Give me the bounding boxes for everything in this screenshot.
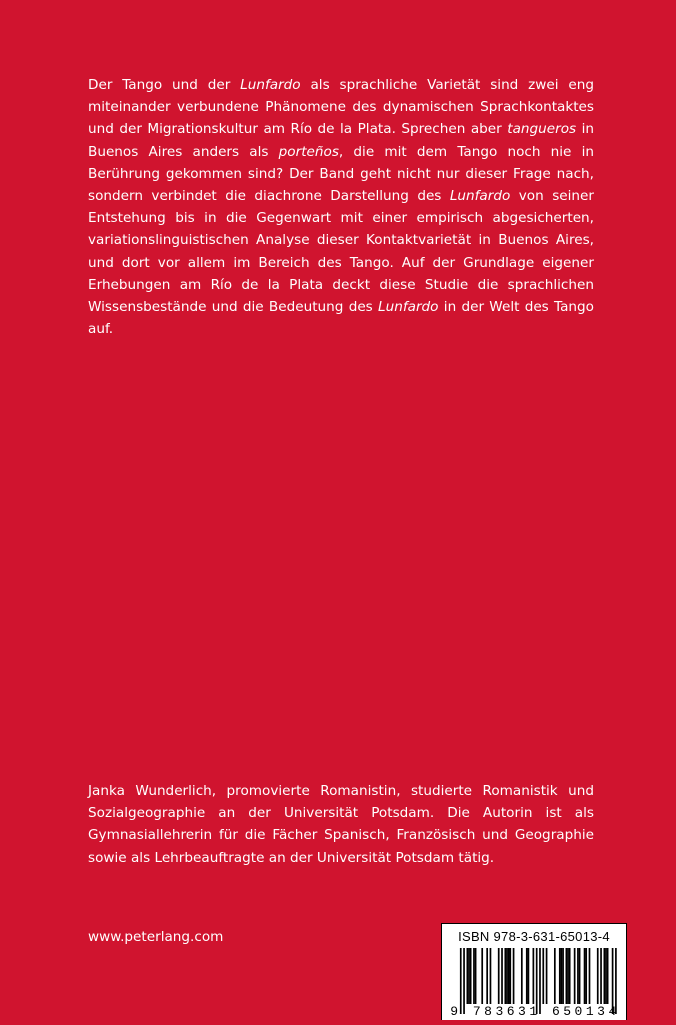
barcode-bar: [607, 948, 609, 1004]
barcode-bar: [561, 948, 563, 1004]
barcode-bar: [473, 948, 475, 1004]
blurb-text-run: von seiner Entstehung bis in die Gegenwart mit einer empirisch abgesicherten, variationslinguistischen Analyse dieser Kontaktvarietät in Buenos Aires, und dort vor allem im Bereich des Tango. Auf der Grundlage eigener Erhebungen am Río de la Plata deckt diese Studie die sprachlichen Wissensbestände und die Bedeutung des: [88, 188, 594, 316]
barcode-bar: [605, 948, 607, 1004]
barcode-bar: [577, 948, 579, 1004]
barcode-bar: [526, 948, 528, 1004]
barcode-bar: [508, 948, 510, 1004]
barcode-digits: 9 783631 650134: [450, 1004, 620, 1019]
barcode-bar: [567, 948, 569, 1004]
blurb-text-run: in der Welt des Tango auf.: [88, 299, 594, 338]
barcode-bar: [481, 948, 483, 1004]
barcode-bar: [486, 948, 488, 1004]
blurb-text-run: , die mit dem Tango noch nie in Berührung gekommen sind? Der Band geht nicht nur dieser Frage nach, sondern verbindet die diachrone Darstellung des: [88, 143, 594, 205]
isbn-barcode-block: [441, 923, 627, 1020]
barcode-bar: [470, 948, 472, 1004]
barcode-bar: [501, 948, 503, 1004]
back-cover-blurb: [88, 74, 594, 340]
barcode-bar: [513, 948, 515, 1004]
barcode-bar: [509, 948, 511, 1004]
blurb-italic-term: tangueros: [507, 121, 577, 138]
author-bio-text: Janka Wunderlich, promovierte Romanistin, studierte Romanistik und Sozialgeographie an der Universität Potsdam. Die Autorin ist als Gymnasiallehrerin für die Fächer Spanisch, Französisch und Geographie sowie als Lehrbeauftragte an der Universität Potsdam tätig.: [88, 783, 594, 866]
blurb-italic-term: Lunfardo: [240, 77, 301, 93]
barcode-bar: [475, 948, 477, 1004]
blurb-italic-term: Lunfardo: [378, 299, 439, 316]
barcode-bar: [521, 948, 523, 1004]
barcode-bar: [589, 948, 591, 1004]
barcode-bar: [506, 948, 508, 1004]
barcode-bar: [533, 948, 535, 1004]
barcode-bar: [498, 948, 500, 1004]
isbn-label: ISBN 978-3-631-65013-4: [458, 929, 610, 944]
barcode: [450, 948, 620, 1021]
blurb-italic-term: porteños: [278, 143, 339, 160]
blurb-text-run: in Buenos Aires anders als: [88, 121, 595, 160]
barcode-bar: [597, 948, 599, 1004]
barcode-bar: [604, 948, 606, 1004]
barcode-bar: [574, 948, 576, 1004]
barcode-bar: [546, 948, 548, 1004]
author-bio: [88, 780, 594, 869]
barcode-bar: [579, 948, 581, 1004]
publisher-website: www.peterlang.com: [88, 929, 224, 945]
barcode-bar: [566, 948, 568, 1004]
barcode-bar: [562, 948, 564, 1004]
barcode-bar: [554, 948, 556, 1004]
barcode-bar: [600, 948, 602, 1004]
barcode-bar: [585, 948, 587, 1004]
blurb-text-run: Der Tango und der: [88, 77, 241, 93]
barcode-bar: [542, 948, 544, 1004]
blurb-paragraph: [88, 74, 594, 340]
barcode-bar: [559, 948, 561, 1004]
barcode-bar: [490, 948, 492, 1004]
barcode-bar: [584, 948, 586, 1004]
barcode-bar: [528, 948, 530, 1004]
blurb-text-run: als sprachliche Varietät sind zwei eng miteinander verbundene Phänomene des dynamischen Sprachkontaktes und der Migrationskultur am Río de la Plata. Sprechen aber: [88, 77, 594, 138]
barcode-bar: [569, 948, 571, 1004]
barcode-bar: [468, 948, 470, 1004]
blurb-italic-term: Lunfardo: [449, 188, 511, 205]
barcode-bar: [467, 948, 469, 1004]
barcode-bar: [504, 948, 506, 1004]
